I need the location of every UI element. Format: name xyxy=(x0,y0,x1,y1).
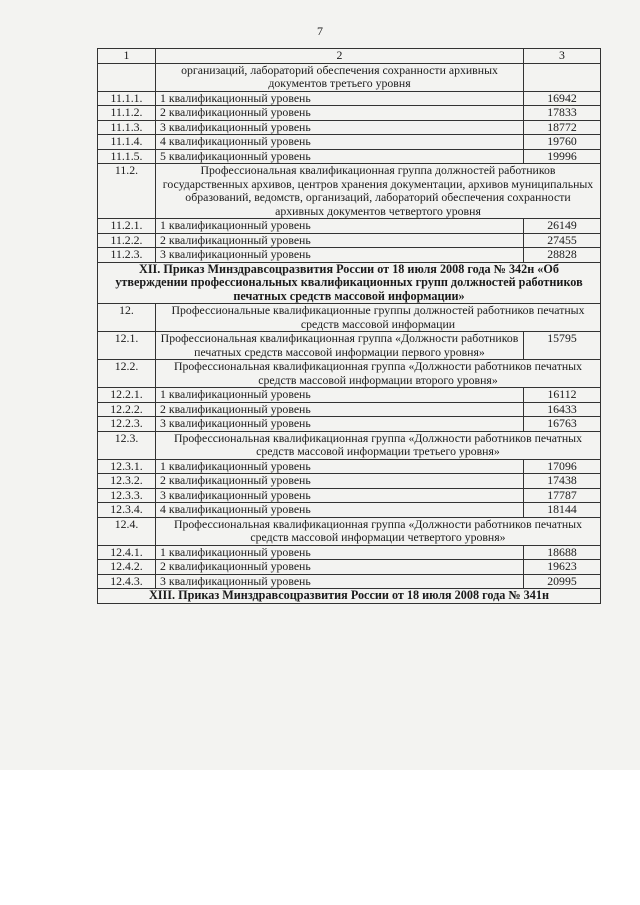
row-description: 1 квалификационный уровень xyxy=(156,545,524,560)
header-col-3: 3 xyxy=(524,49,601,64)
row-number: 12.2. xyxy=(98,360,156,388)
row-description: 1 квалификационный уровень xyxy=(156,219,524,234)
section-heading: XIII. Приказ Минздравсоцразвития России от 18 июля 2008 года № 341н xyxy=(98,589,601,604)
header-col-1: 1 xyxy=(98,49,156,64)
row-description: 5 квалификационный уровень xyxy=(156,149,524,164)
row-description: 1 квалификационный уровень xyxy=(156,91,524,106)
table-row xyxy=(98,560,601,575)
row-number: 11.1.4. xyxy=(98,135,156,150)
table-row xyxy=(98,431,601,459)
row-value: 16112 xyxy=(524,388,601,403)
row-description: 1 квалификационный уровень xyxy=(156,459,524,474)
row-value: 18688 xyxy=(524,545,601,560)
table-header-row xyxy=(98,49,601,64)
row-number: 12. xyxy=(98,304,156,332)
row-value: 19996 xyxy=(524,149,601,164)
row-number: 11.2.3. xyxy=(98,248,156,263)
table-row xyxy=(98,120,601,135)
row-value: 26149 xyxy=(524,219,601,234)
row-number: 12.2.1. xyxy=(98,388,156,403)
table-row xyxy=(98,332,601,360)
row-description: Профессиональная квалификационная группа «Должности работников печатных средств массовой информации первого уровня» xyxy=(156,332,524,360)
table-row xyxy=(98,219,601,234)
row-description: 2 квалификационный уровень xyxy=(156,560,524,575)
row-description: 3 квалификационный уровень xyxy=(156,248,524,263)
row-number: 11.1.3. xyxy=(98,120,156,135)
table-row xyxy=(98,91,601,106)
row-number: 12.1. xyxy=(98,332,156,360)
table-row xyxy=(98,488,601,503)
row-description: Профессиональная квалификационная группа «Должности работников печатных средств массовой информации второго уровня» xyxy=(156,360,601,388)
row-number: 11.1.2. xyxy=(98,106,156,121)
row-description: 4 квалификационный уровень xyxy=(156,135,524,150)
row-number: 11.2.1. xyxy=(98,219,156,234)
row-value xyxy=(524,63,601,91)
row-value: 19623 xyxy=(524,560,601,575)
row-value: 16942 xyxy=(524,91,601,106)
row-value: 17787 xyxy=(524,488,601,503)
row-value: 28828 xyxy=(524,248,601,263)
row-description: Профессиональная квалификационная группа «Должности работников печатных средств массовой информации четвертого уровня» xyxy=(156,517,601,545)
row-number: 12.3.1. xyxy=(98,459,156,474)
row-number: 12.4.1. xyxy=(98,545,156,560)
row-description: 3 квалификационный уровень xyxy=(156,417,524,432)
table-row xyxy=(98,304,601,332)
row-value: 20995 xyxy=(524,574,601,589)
row-value: 17438 xyxy=(524,474,601,489)
row-description: 2 квалификационный уровень xyxy=(156,402,524,417)
table-row xyxy=(98,503,601,518)
table-row xyxy=(98,248,601,263)
row-number: 12.3.3. xyxy=(98,488,156,503)
row-value: 17096 xyxy=(524,459,601,474)
row-number: 12.2.2. xyxy=(98,402,156,417)
row-value: 16433 xyxy=(524,402,601,417)
page-number: 7 xyxy=(317,24,323,38)
row-value: 19760 xyxy=(524,135,601,150)
row-description: Профессиональная квалификационная группа должностей работников государственных архивов, центров хранения документации, архивов муниципальных образований, ведомств, организаций, лабораторий обеспечения сохранности архивных документов четвертого уровня xyxy=(156,164,601,219)
row-value: 16763 xyxy=(524,417,601,432)
row-description: 3 квалификационный уровень xyxy=(156,488,524,503)
row-description: 3 квалификационный уровень xyxy=(156,120,524,135)
table-row xyxy=(98,360,601,388)
row-description: 2 квалификационный уровень xyxy=(156,233,524,248)
table-row xyxy=(98,149,601,164)
table-row xyxy=(98,106,601,121)
row-number: 11.1.1. xyxy=(98,91,156,106)
salary-table xyxy=(97,48,601,604)
row-value: 18144 xyxy=(524,503,601,518)
table-row xyxy=(98,459,601,474)
row-description: Профессиональные квалификационные группы должностей работников печатных средств массовой информации xyxy=(156,304,601,332)
row-value: 27455 xyxy=(524,233,601,248)
table-row xyxy=(98,135,601,150)
row-number: 11.2. xyxy=(98,164,156,219)
row-number: 12.3.2. xyxy=(98,474,156,489)
table-row xyxy=(98,388,601,403)
row-number: 12.4.3. xyxy=(98,574,156,589)
table-row xyxy=(98,233,601,248)
table-row xyxy=(98,164,601,219)
row-value: 17833 xyxy=(524,106,601,121)
table-row xyxy=(98,417,601,432)
row-number: 12.3.4. xyxy=(98,503,156,518)
row-number: 12.4.2. xyxy=(98,560,156,575)
section-heading: XII. Приказ Минздравсоцразвития России от 18 июля 2008 года № 342н «Об утверждении профессиональных квалификационных групп должностей работников печатных средств массовой информации» xyxy=(98,262,601,304)
table-row xyxy=(98,474,601,489)
row-description: организаций, лабораторий обеспечения сохранности архивных документов третьего уровня xyxy=(156,63,524,91)
row-description: 2 квалификационный уровень xyxy=(156,106,524,121)
row-number: 12.3. xyxy=(98,431,156,459)
row-value: 15795 xyxy=(524,332,601,360)
row-description: 1 квалификационный уровень xyxy=(156,388,524,403)
row-description: Профессиональная квалификационная группа «Должности работников печатных средств массовой информации третьего уровня» xyxy=(156,431,601,459)
row-number xyxy=(98,63,156,91)
row-value: 18772 xyxy=(524,120,601,135)
row-number: 11.2.2. xyxy=(98,233,156,248)
table-row xyxy=(98,63,601,91)
row-number: 11.1.5. xyxy=(98,149,156,164)
section-heading-row xyxy=(98,262,601,304)
row-description: 3 квалификационный уровень xyxy=(156,574,524,589)
row-description: 4 квалификационный уровень xyxy=(156,503,524,518)
table-row xyxy=(98,574,601,589)
table-row xyxy=(98,545,601,560)
section-heading-row xyxy=(98,589,601,604)
row-number: 12.2.3. xyxy=(98,417,156,432)
table-row xyxy=(98,517,601,545)
row-number: 12.4. xyxy=(98,517,156,545)
row-description: 2 квалификационный уровень xyxy=(156,474,524,489)
table-row xyxy=(98,402,601,417)
header-col-2: 2 xyxy=(156,49,524,64)
